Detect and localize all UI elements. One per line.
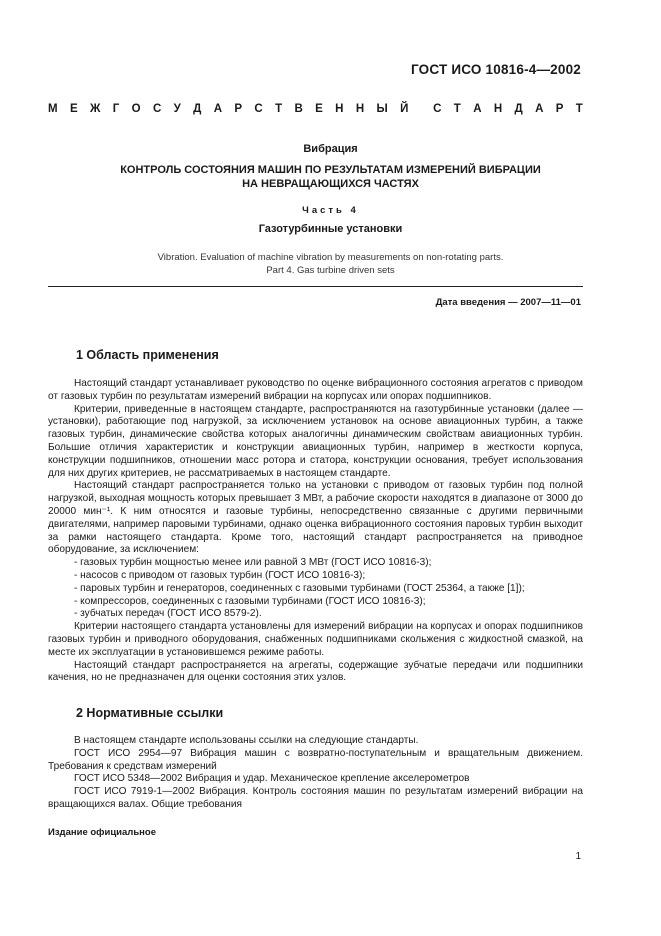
banner-letter: Д (193, 103, 202, 115)
banner-letter: Д (514, 103, 523, 115)
title-topic: Вибрация (303, 143, 358, 155)
banner-letter: Н (335, 103, 344, 115)
banner-letter: Т (275, 103, 283, 115)
section-2-body (48, 735, 583, 812)
section-2-heading: 2 Нормативные ссылки (76, 706, 224, 720)
section-1-heading: 1 Область применения (76, 348, 219, 362)
official-edition-label: Издание официальное (48, 827, 156, 838)
list-item: - компрессоров, соединенных с газовыми турбинами (ГОСТ ИСО 10816-3); (74, 595, 426, 607)
banner-letter: А (213, 103, 223, 115)
paragraph: Критерии, приведенные в настоящем стандарте, распространяются на газотурбинные установки (далее — установки), работающие под нагрузкой, за исключением установок на основе авиационных турбин, а также газовых турбин, динамические свойства которых аналогичны динамическим свойствам авиационных турбин. Большие отличия характеристик и конструкции авиационных турбин, например в жесткости корпуса, конструкции подшипников, отношении масс ротора и статора, конструкции основания, требует использования для них других критериев, не рассматриваемых в настоящем стандарте. (48, 403, 583, 479)
paragraph: Настоящий стандарт распространяется на агрегаты, содержащие зубчатые передачи или подшипники качения, но не предназначен для оценки состояния этих узлов. (48, 659, 583, 684)
standard-code: ГОСТ ИСО 10816-4—2002 (410, 62, 581, 77)
page-number: 1 (575, 851, 581, 862)
list-item: - насосов с приводом от газовых турбин (ГОСТ ИСО 10816-3); (74, 569, 366, 581)
part-title: Газотурбинные установки (258, 223, 403, 235)
introduction-date: Дата введения — 2007—11—01 (435, 297, 581, 308)
banner-letter: Ы (376, 103, 388, 115)
divider (48, 286, 583, 287)
banner-letter: Т (453, 103, 461, 115)
banner-letter: С (152, 103, 162, 115)
title-main-line2: НА НЕВРАЩАЮЩИХСЯ ЧАСТЯХ (242, 178, 419, 190)
list-item: - зубчатых передач (ГОСТ ИСО 8579-2). (74, 608, 262, 620)
title-main (60, 163, 601, 191)
banner-letter: Н (355, 103, 365, 115)
english-title-line1: Vibration. Evaluation of machine vibration by measurements on non-rotating parts. (157, 252, 504, 263)
part-number: Часть 4 (302, 205, 359, 216)
section-1-body (48, 378, 583, 685)
reference-item: ГОСТ ИСО 2954—97 Вибрация машин с возвратно-поступательным и вращательным движением. Требования к средствам измерений (48, 747, 583, 772)
banner-letter: А (473, 103, 482, 115)
banner-letter: Н (493, 103, 503, 115)
reference-item: ГОСТ ИСО 7919-1—2002 Вибрация. Контроль состояния машин по результатам измерений вибрации на вращающихся валах. Общие требования (48, 786, 583, 810)
banner-letter: Т (575, 103, 583, 115)
banner-letter: Р (555, 103, 564, 115)
banner-letter: Е (315, 103, 323, 115)
english-title (60, 251, 601, 277)
reference-item: ГОСТ ИСО 5348—2002 Вибрация и удар. Механическое крепление акселерометров (74, 773, 470, 785)
banner-letter: О (131, 103, 141, 115)
english-title-line2: Part 4. Gas turbine driven sets (266, 265, 395, 276)
paragraph: Настоящий стандарт устанавливает руководство по оценке вибрационного состояния агрегатов с приводом от газовых турбин по результатам измерений вибрации на корпусах или опорах подшипников. (48, 378, 583, 402)
banner-letter: Й (400, 103, 409, 115)
interstate-standard-banner (48, 103, 583, 115)
paragraph: В настоящем стандарте использованы ссылки на следующие стандарты. (74, 735, 419, 746)
banner-letter: Р (234, 103, 243, 115)
paragraph: Настоящий стандарт распространяется только на установки с приводом от газовых турбин под полной нагрузкой, выходная мощность которых превышает 3 МВт, а рабочие скорости находятся в диапазоне от 3000 до 20000 мин⁻¹. К ним относятся и газовые турбины, непосредственно связанные с другими первичными двигателями, например паровыми турбинами, однако оценка вибрационного состояния паровых турбин выходит за рамки настоящего стандарта. Кроме того, настоящий стандарт распространяется на приводное оборудование, за исключением: (48, 480, 583, 556)
list-item: - паровых турбин и генераторов, соединенных с газовыми турбинами (ГОСТ 25364, а также [1]); (74, 582, 525, 594)
banner-letter: У (173, 103, 181, 115)
banner-letter: Ж (89, 103, 101, 115)
banner-letter: В (294, 103, 303, 115)
title-main-line1: КОНТРОЛЬ СОСТОЯНИЯ МАШИН ПО РЕЗУЛЬТАТАМ ИЗМЕРЕНИЙ ВИБРАЦИИ (120, 164, 541, 176)
list-item: - газовых турбин мощностью менее или равной 3 МВт (ГОСТ ИСО 10816-3); (74, 557, 432, 569)
banner-letter: А (535, 103, 544, 115)
paragraph: Критерии настоящего стандарта установлены для измерений вибрации на корпусах и опорах подшипников газовых турбин и приводного оборудования, снабженных подшипниками скольжения с жидкостной смазкой, на месте их эксплуатации в установившемся режиме работы. (48, 621, 583, 658)
banner-letter: Г (112, 103, 120, 115)
banner-letter: С (433, 103, 442, 115)
banner-letter: Е (69, 103, 78, 115)
banner-letter: М (48, 103, 58, 115)
banner-letter: С (254, 103, 263, 115)
